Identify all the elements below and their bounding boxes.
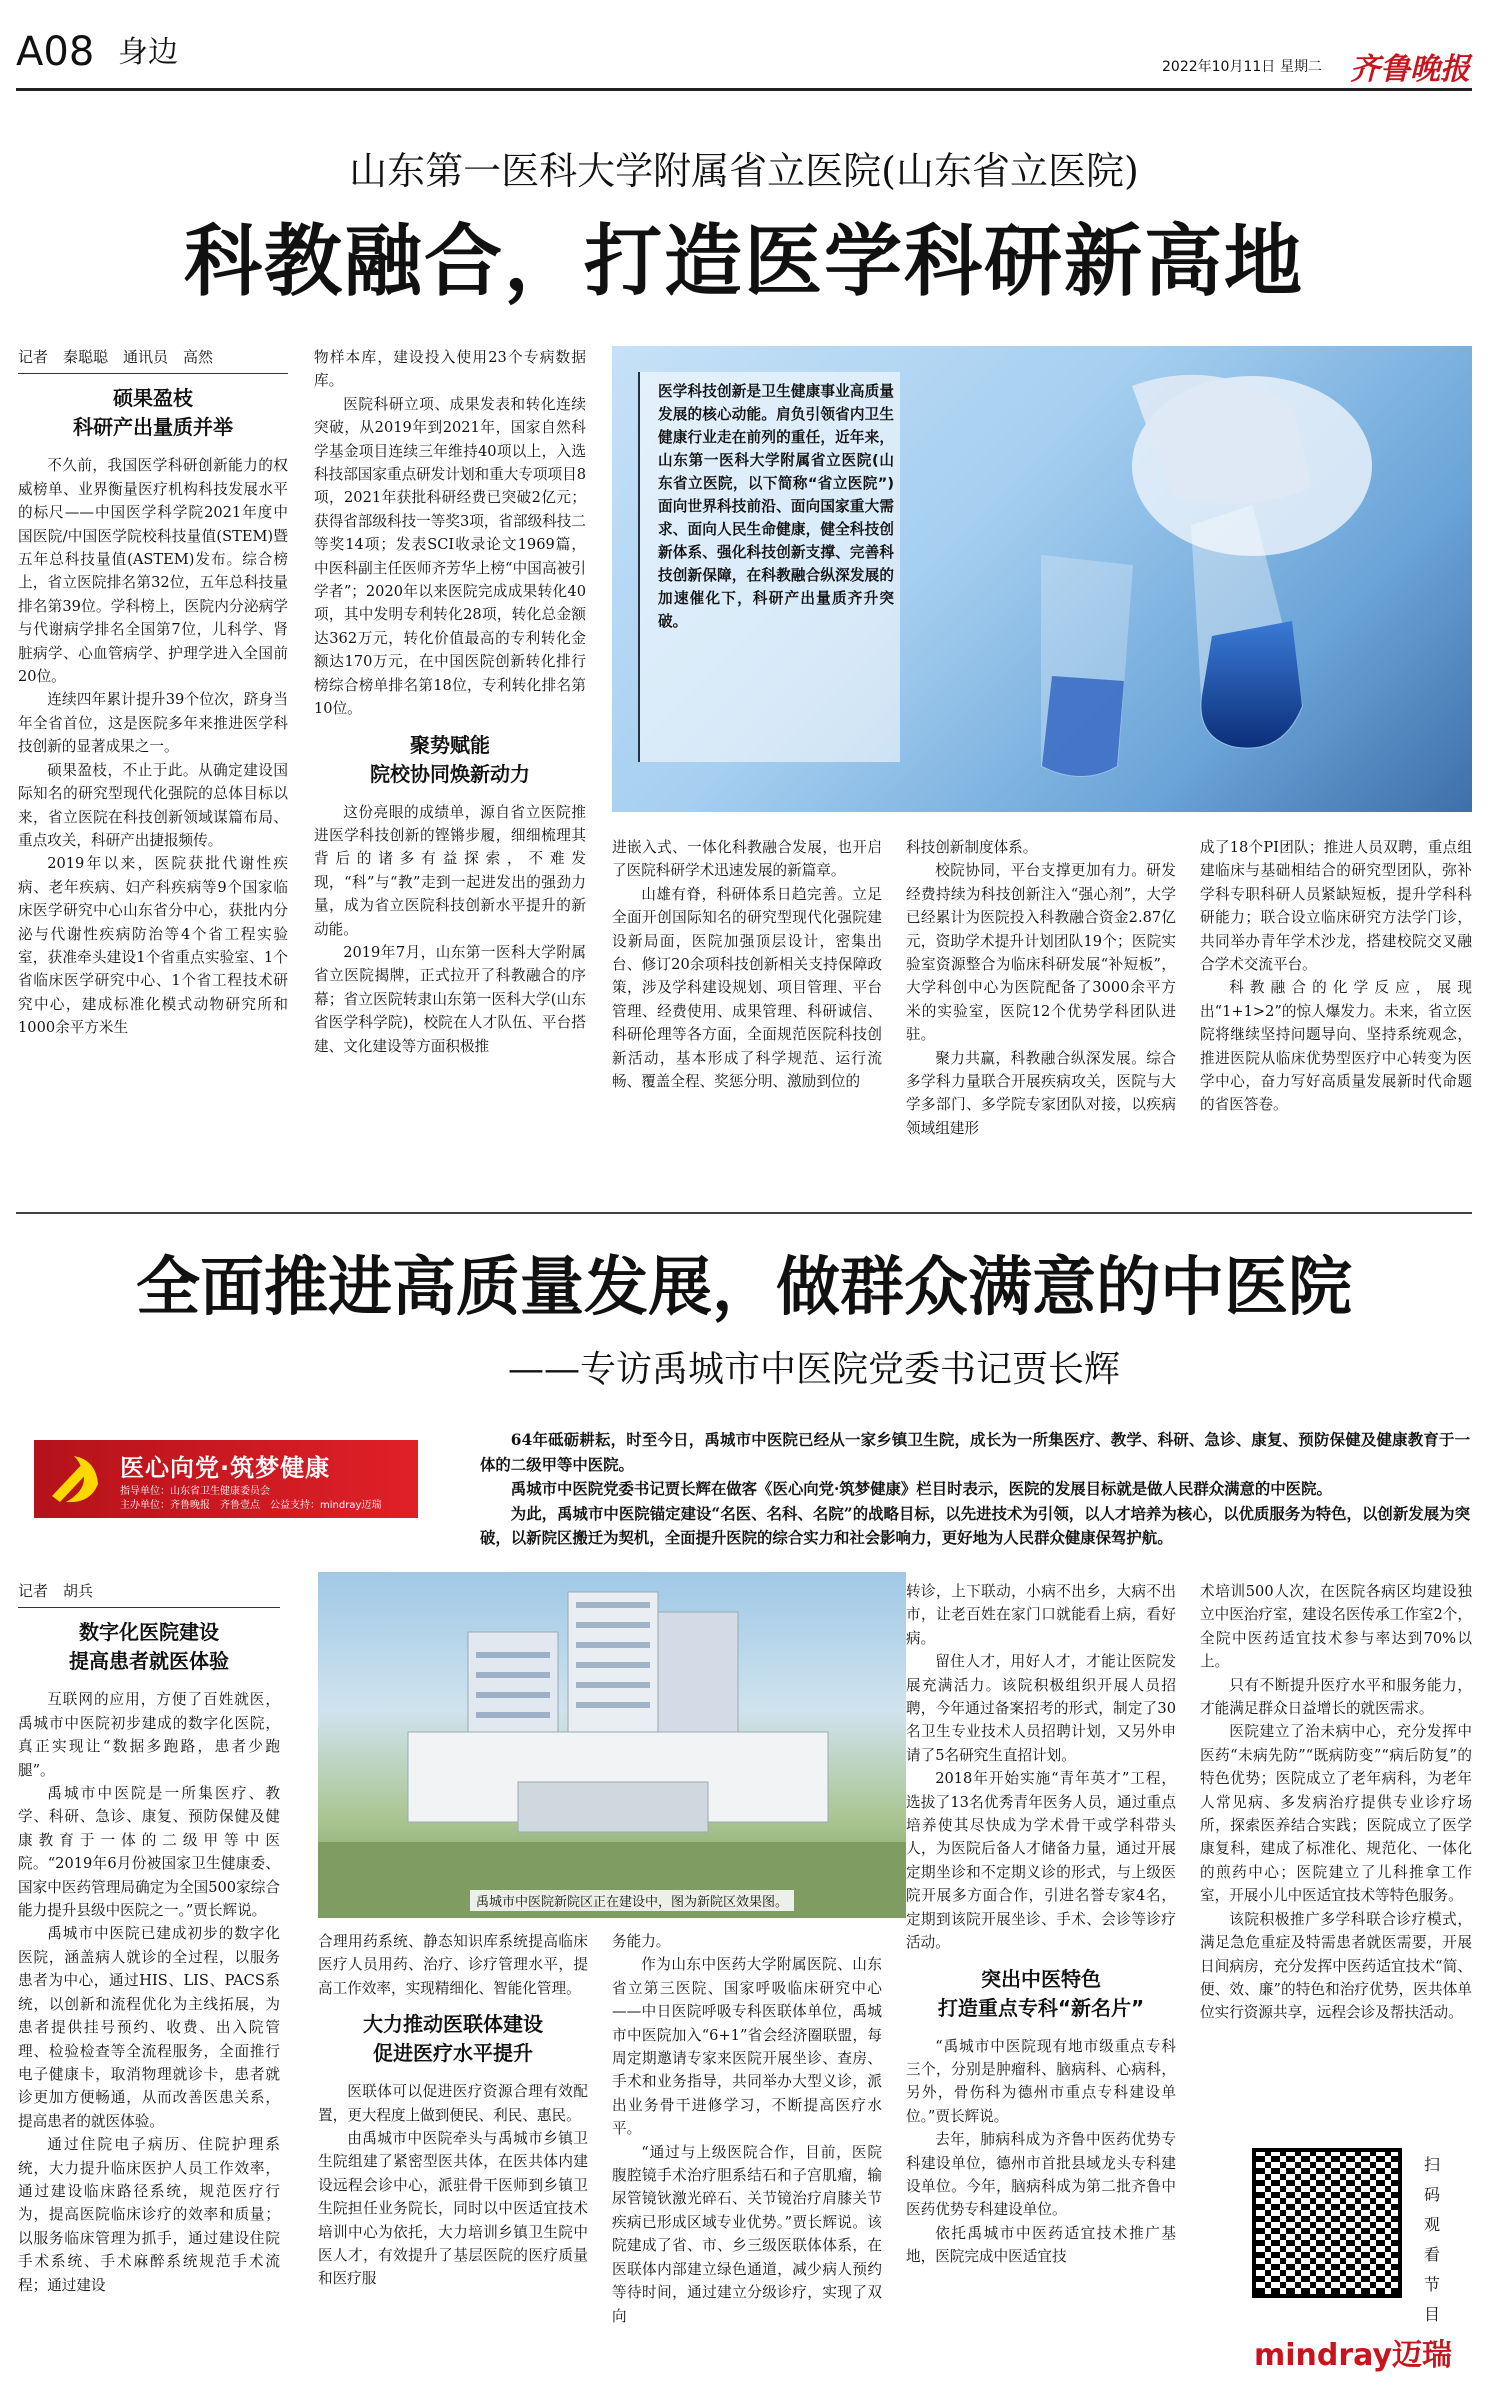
paragraph: 连续四年累计提升39个位次，跻身当年全省首位，这是医院多年来推进医学科技创新的显著成果之一。 xyxy=(18,691,288,756)
paragraph: “禹城市中医院现有地市级重点专科三个，分别是肿瘤科、脑病科、心病科，另外，骨伤科为德州市重点专科建设单位。”贾长辉说。 xyxy=(906,2037,1176,2125)
issue-date: 2022年10月11日 xyxy=(1162,59,1276,75)
article1-heading-2: 聚势赋能 院校协同焕新动力 xyxy=(370,732,530,786)
page-number: A08 xyxy=(16,29,95,75)
paragraph: 留住人才，用好人才，才能让医院发展充满活力。该院积极组织开展人员招聘，今年通过备案招考的形式，制定了30名卫生专业技术人员招聘计划，又另外申请了5名研究生直招计划。 xyxy=(906,1653,1176,1764)
issue-weekday: 星期二 xyxy=(1280,59,1322,75)
article2-column-3 xyxy=(612,1930,882,2380)
paragraph: 山雄有脊，科研体系日趋完善。立足全面开创国际知名的研究型现代化强院建设新局面，医院加强顶层设计，密集出台、修订20余项科技创新相关支持保障政策，涉及学科建设规划、项目管理、平台管理、经费使用、成果管理、科研诚信、科研伦理等各方面，全面规范医院科技创新活动，基本形成了科学规范、运行流畅、覆盖全程、奖惩分明、激励到位的 xyxy=(612,885,882,1091)
qr-code-icon[interactable] xyxy=(1252,2148,1402,2298)
article1-column-2 xyxy=(314,346,586,1206)
lead-paragraph: 禹城市中医院党委书记贾长辉在做客《医心向党·筑梦健康》栏目时表示，医院的发展目标就是做人民群众满意的中医院。 xyxy=(510,1480,1332,1499)
paragraph: 依托禹城市中医药适宜技术推广基地，医院完成中医适宜技 xyxy=(906,2224,1176,2266)
article1-pretitle: 山东第一医科大学附属省立医院(山东省立医院) xyxy=(349,149,1139,193)
article2-lead xyxy=(480,1428,1470,1551)
header-rule xyxy=(16,88,1472,91)
paragraph: 聚力共赢，科教融合纵深发展。综合多学科力量联合开展疾病攻关，医院与大学多部门、多学院专家团队对接，以疾病领域组建形 xyxy=(906,1049,1176,1137)
lead-paragraph: 64年砥砺耕耘，时至今日，禹城市中医院已经从一家乡镇卫生院，成长为一所集医疗、教学、科研、急诊、康复、预防保健及健康教育于一体的二级甲等中医院。 xyxy=(480,1431,1470,1474)
article2-heading-2: 大力推动医联体建设 促进医疗水平提升 xyxy=(363,2012,543,2066)
paragraph: 该院积极推广多学科联合诊疗模式，满足急危重症及特需患者就医需要，开展日间病房，充分发挥中医药适宜技术“简、便、效、廉”的特色和治疗优势，医共体单位实行资源共享，远程会诊及帮扶活动。 xyxy=(1200,1910,1472,2022)
paragraph: 互联网的应用，方便了百姓就医，禹城市中医院初步建成的数字化医院，真正实现让“数据多跑路，患者少跑腿”。 xyxy=(18,1691,280,1779)
article2-heading-3: 突出中医特色 打造重点专科“新名片” xyxy=(937,1966,1145,2020)
paragraph: 科技创新制度体系。 xyxy=(906,839,1038,856)
article1-column-1 xyxy=(18,346,288,1206)
article1-title: 科教融合，打造医学科研新高地 xyxy=(183,216,1304,307)
paragraph: 医联体可以促进医疗资源合理有效配置，更大程度上做到便民、利民、惠民。 xyxy=(318,2083,588,2124)
paragraph: 2019年7月，山东第一医科大学附属省立医院揭牌，正式拉开了科教融合的序幕；省立医院转隶山东第一医科大学(山东省医学科学院)，校院在人才队伍、平台搭建、文化建设等方面积极推 xyxy=(314,943,586,1055)
sponsor-logo: mindray迈瑞 xyxy=(1254,2338,1453,2373)
paragraph: 合理用药系统、静态知识库系统提高临床医疗人员用药、治疗、诊疗管理水平，提高工作效率，实现精细化、智能化管理。 xyxy=(318,1933,588,1997)
paragraph: 禹城市中医院已建成初步的数字化医院，涵盖病人就诊的全过程，以服务患者为中心，通过HIS、LIS、PACS系统，以创新和流程优化为主线拓展，为患者提供挂号预约、收费、出入院管理、检验检查等全流程服务，全面推行电子健康卡，取消物理就诊卡，患者就诊更加方便畅通，从而改善医患关系，提高患者的就医体验。 xyxy=(18,1925,280,2130)
paragraph: 硕果盈枝，不止于此。从确定建设国际知名的研究型现代化强院的总体目标以来，省立医院在科技创新领域谋篇布局、重点攻关，科研产出捷报频传。 xyxy=(18,761,288,849)
banner-title: 医心向党·筑梦健康 xyxy=(120,1454,331,1482)
paragraph: 校院协同，平台支撑更加有力。研发经费持续为科技创新注入“强心剂”，大学已经累计为医院投入科教融合资金2.87亿元，资助学术提升计划团队19个；医院实验室资源整合为临床科研发展“补短板”，大学科创中心为医院配备了3000余平方米的实验室，医院12个优势学科团队进驻。 xyxy=(906,862,1176,1044)
paragraph: 科教融合的化学反应，展现出“1+1>2”的惊人爆发力。未来，省立医院将继续坚持问题导向、坚持系统观念，推进医院从临床优势型医疗中心转变为医学中心，奋力写好高质量发展新时代命题的省医答卷。 xyxy=(1200,979,1472,1114)
article2-subtitle: ——专访禹城市中医院党委书记贾长辉 xyxy=(507,1349,1120,1390)
paragraph: 禹城市中医院是一所集医疗、教学、科研、急诊、康复、预防保健及健康教育于一体的二级甲等中医院。“2019年6月份被国家卫生健康委、国家中医药管理局确定为全国500家综合能力提升县级中医院之一。”贾长辉说。 xyxy=(18,1785,280,1920)
paragraph: 这份亮眼的成绩单，源自省立医院推进医学科技创新的铿锵步履，细细梳理其背后的诸多有益探索，不难发现，“科”与“教”走到一起进发出的强劲力量，成为省立医院科技创新水平提升的新动能。 xyxy=(314,803,586,938)
article1-column-5 xyxy=(1200,836,1472,1206)
paragraph: 医院建立了治未病中心，充分发挥中医药“未病先防”“既病防变”“病后防复”的特色优势；医院成立了老年病科，为老年人常见病、多发病治疗提供专业诊疗场所，探索医养结合实践；医院成立了医学康复科，建成了标准化、规范化、一体化的煎药中心；医院建立了儿科推拿工作室，开展小儿中医适宜技术等特色服务。 xyxy=(1200,1723,1472,1905)
article2-heading-1: 数字化医院建设 提高患者就医体验 xyxy=(69,1620,229,1674)
article1-summary: 医学科技创新是卫生健康事业高质量发展的核心动能。肩负引领省内卫生健康行业走在前列的重任，近年来，山东第一医科大学附属省立医院(山东省立医院，以下简称“省立医院”)面向世界科技前沿、面向国家重大需求、面向人民生命健康，健全科技创新体系、强化科技创新支撑、完善科技创新保障，在科教融合纵深发展的加速催化下，科研产出量质齐升突破。 xyxy=(638,372,900,762)
hospital-building-illustration xyxy=(318,1572,906,1918)
photo-caption: 禹城市中医院新院区正在建设中，图为新院区效果图。 xyxy=(470,1890,794,1911)
article2-column-2 xyxy=(318,1930,588,2380)
newspaper-logo: 齐鲁晚报 xyxy=(1350,52,1470,87)
article2-byline: 记者 胡兵 xyxy=(18,1580,280,1608)
banner-guide-unit: 指导单位：山东省卫生健康委员会 xyxy=(120,1486,270,1497)
article1-column-4 xyxy=(906,836,1176,1206)
hospital-building-photo xyxy=(318,1572,906,1918)
article1-column-3 xyxy=(612,836,882,1206)
paragraph: 2018年开始实施“青年英才”工程，选拔了13名优秀青年医务人员，通过重点培养使其尽快成为学术骨干或学科带头人，为医院后备人才储备力量，通过开展定期坐诊和不定期义诊的形式，与上级医院开展多方面合作，引进名誉专家4名，定期到该院开展坐诊、手术、会诊等诊疗活动。 xyxy=(906,1770,1176,1952)
paragraph: 成了18个PI团队；推进人员双聘，重点组建临床与基础相结合的研究型团队，弥补学科专职科研人员紧缺短板，提升学科科研能力；联合设立临床研究方法学门诊，共同举办青年学术沙龙，搭建校院交叉融合学术交流平台。 xyxy=(1200,839,1472,974)
paragraph: “通过与上级医院合作，目前，医院腹腔镜手术治疗胆系结石和子宫肌瘤，输尿管镜钬激光碎石、关节镜治疗肩膝关节疾病已形成区域专业优势。”贾长辉说。该院建成了省、市、乡三级医联体体系，在医联体内部建立绿色通道，减少病人预约等待时间，通过建立分级诊疗，实现了双向 xyxy=(612,2143,882,2325)
article1-byline: 记者 秦聪聪 通讯员 高然 xyxy=(18,346,288,374)
lead-paragraph: 为此，禹城市中医院锚定建设“名医、名科、名院”的战略目标，以先进技术为引领，以人才培养为核心，以优质服务为特色，以创新发展为突破，以新院区搬迁为契机，全面提升医院的综合实力和社会影响力，更好地为人民群众健康保驾护航。 xyxy=(480,1504,1470,1548)
paragraph: 物样本库，建设投入使用23个专病数据库。 xyxy=(314,349,586,390)
paragraph: 术培训500人次，在医院各病区均建设独立中医治疗室，建设名医传承工作室2个，全院中医药适宜技术参与率达到70%以上。 xyxy=(1200,1583,1472,1671)
section-name: 身边 xyxy=(118,35,178,70)
paragraph: 由禹城市中医院牵头与禹城市乡镇卫生院组建了紧密型医共体，在医共体内建设远程会诊中心，派驻骨干医师到乡镇卫生院担任业务院长，同时以中医适宜技术培训中心为依托，大力培训乡镇卫生院中医人才，有效提升了基层医院的医疗质量和医疗服 xyxy=(318,2130,588,2288)
paragraph: 转诊，上下联动，小病不出乡，大病不出市，让老百姓在家门口就能看上病，看好病。 xyxy=(906,1583,1176,1647)
paragraph: 不久前，我国医学科研创新能力的权威榜单、业界衡量医疗机构科技发展水平的标尺——中国医学科学院2021年度中国医院/中国医学院校科技量值(STEM)暨五年总科技量值(ASTEM)发布。综合榜上，省立医院排名第32位，五年总科技量排名第39位。学科榜上，医院内分泌病学与代谢病学排名全国第7位，儿科学、肾脏病学、心血管病学、护理学进入全国前20位。 xyxy=(18,457,288,686)
article2-title: 全面推进高质量发展，做群众满意的中医院 xyxy=(136,1250,1352,1325)
article-divider xyxy=(16,1212,1472,1214)
article2-column-1 xyxy=(18,1580,280,2380)
banner-host-unit: 主办单位：齐鲁晚报 齐鲁壹点 公益支持：mindray迈瑞 xyxy=(120,1500,382,1511)
article2-column-4 xyxy=(906,1580,1176,2380)
article2-column-5 xyxy=(1200,1580,1472,2140)
paragraph: 2019年以来，医院获批代谢性疾病、老年疾病、妇产科疾病等9个国家临床医学研究中心山东省分中心，获批内分泌与代谢性疾病防治等4个省工程实验室，获准牵头建设1个省重点实验室、1个省临床医学研究中心、1个省工程技术研究中心，建成标准化模式动物研究所和1000余平方米生 xyxy=(18,855,288,1037)
party-emblem-icon xyxy=(44,1450,104,1508)
paragraph: 进嵌入式、一体化科教融合发展，也开启了医院科研学术迅速发展的新篇章。 xyxy=(612,839,882,880)
paragraph: 医院科研立项、成果发表和转化连续突破，从2019年到2021年，国家自然科学基金项目连续三年维持40项以上，入选科技部国家重点研发计划和重大专项项目8项，2021年获批科研经费已突破2亿元；获得省部级科技一等奖3项，省部级科技二等奖14项；发表SCI收录论文1969篇，中医科副主任医师齐芳华上榜“中国高被引学者”；2020年以来医院完成成果转化40项，其中发明专利转化28项，转化总金额达362万元，转化价值最高的专利转化金额达170万元，在中国医院创新转化排行榜综合榜单排名第18位，专利转化排名第10位。 xyxy=(314,395,586,718)
paragraph: 通过住院电子病历、住院护理系统，大力提升临床医护人员工作效率，通过建设临床路径系统，规范医疗行为，提高医院临床诊疗的效率和质量；以服务临床管理为抓手，通过建设住院手术系统、手术麻醉系统规范手术流程；通过建设 xyxy=(18,2136,280,2294)
paragraph: 只有不断提升医疗水平和服务能力，才能满足群众日益增长的就医需求。 xyxy=(1200,1676,1472,1718)
paragraph: 务能力。 xyxy=(612,1933,671,1950)
qr-label: 扫码观看节目 xyxy=(1424,2155,1441,2324)
column-banner xyxy=(34,1440,418,1518)
article1-heading-1: 硕果盈枝 科研产出量质并举 xyxy=(73,386,233,440)
paragraph: 去年，肺病科成为齐鲁中医药优势专科建设单位，德州市首批县域龙头专科建设单位。今年，脑病科成为第二批齐鲁中医药优势专科建设单位。 xyxy=(906,2131,1176,2219)
paragraph: 作为山东中医药大学附属医院、山东省立第三医院、国家呼吸临床研究中心——中日医院呼吸专科医联体单位，禹城市中医院加入“6+1”省会经济圈联盟，每周定期邀请专家来医院开展坐诊、查房、手术和业务指导，共同举办大型义诊，派出业务骨干进修学习，不断提高医疗水平。 xyxy=(612,1956,882,2138)
